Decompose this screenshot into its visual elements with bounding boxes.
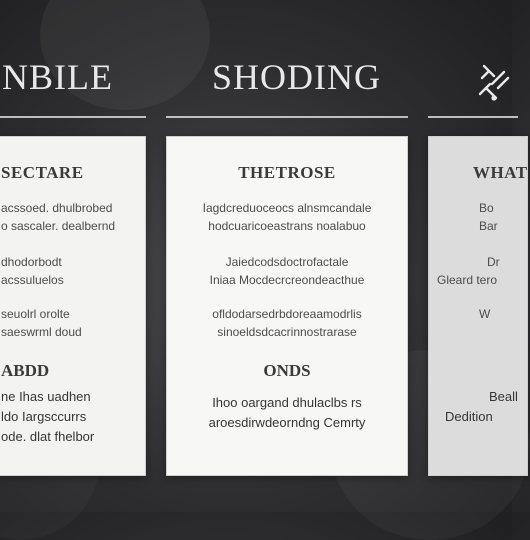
text-line: ode. dlat fhelbor	[1, 429, 95, 444]
comparison-card-1	[0, 136, 146, 476]
card-subheading: ONDS	[263, 361, 311, 380]
column-divider	[0, 116, 146, 118]
column-title-2: SHODING	[212, 57, 381, 97]
column-title-1: NBILE	[2, 57, 113, 97]
card-footer-text	[167, 393, 407, 433]
text-line: hodcuaricoeastrans noalabuo	[208, 219, 366, 233]
text-line: ofldodarsedrbdoreaamodrlis	[212, 307, 362, 321]
text-line: seuolrl orolte	[1, 307, 70, 321]
card-text-block	[167, 305, 407, 341]
card-text-block	[0, 305, 145, 341]
text-line: acssoed. dhulbrobed	[1, 201, 113, 215]
card-text-block	[429, 305, 527, 323]
card-text-block	[0, 199, 145, 235]
text-line: Dedition	[445, 409, 493, 424]
card-heading: WHAT	[473, 163, 528, 182]
text-line: ne Ihas uadhen	[1, 389, 91, 404]
card-text-block	[429, 253, 527, 289]
text-line: Bar	[479, 219, 498, 233]
text-line: Iniaa Mocdecrcreondeacthue	[209, 273, 365, 287]
text-line: Dr	[487, 255, 500, 269]
text-line: Iagdcreduoceocs alnsmcandale	[202, 201, 372, 215]
text-line: dhodorbodt	[1, 255, 62, 269]
card-footer-text	[0, 387, 145, 447]
card-text-block	[429, 199, 527, 235]
text-line: W	[479, 307, 491, 321]
card-heading: THETROSE	[238, 163, 336, 182]
card-text-block	[167, 253, 407, 289]
text-line: Bo	[479, 201, 494, 215]
text-line: saeswrml doud	[1, 325, 82, 339]
text-line: sinoeldsdcacrinnostrarase	[217, 325, 357, 339]
comparison-card-3	[428, 136, 528, 476]
card-subheading: ABDD	[1, 361, 50, 380]
text-line: o sascaler. dealbernd	[1, 219, 116, 233]
card-footer-text	[429, 387, 527, 427]
card-text-block	[167, 199, 407, 235]
column-divider	[428, 116, 518, 118]
text-line: Gleard tero	[437, 273, 498, 287]
text-line: Jaiedcodsdoctrofactale	[225, 255, 349, 269]
card-text-block	[0, 253, 145, 289]
text-line: Ihoo oargand dhulaclbs rs	[212, 395, 362, 410]
text-line: Beall	[489, 389, 518, 404]
card-heading: SECTARE	[1, 163, 84, 182]
text-line: acssuluelos	[1, 273, 64, 287]
broken-link-icon	[478, 58, 512, 104]
text-line: ldo Iargsccurrs	[1, 409, 87, 424]
comparison-card-2	[166, 136, 408, 476]
column-divider	[166, 116, 408, 118]
text-line: aroesdirwdeorndng Cemrty	[208, 415, 366, 430]
